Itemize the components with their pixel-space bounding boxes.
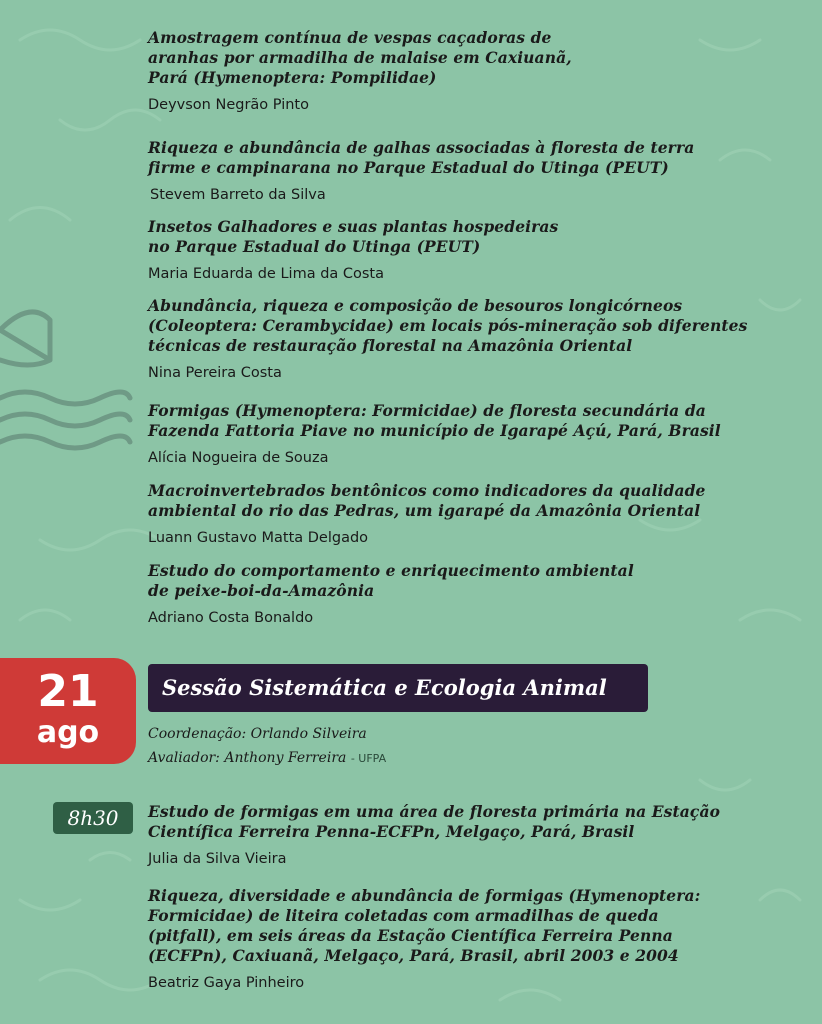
fish-wave-icon — [0, 312, 130, 448]
coordination-label: Coordenação: — [148, 726, 247, 742]
talk-author: Adriano Costa Bonaldo — [148, 610, 314, 626]
talk-item — [148, 481, 798, 546]
talk-author: Luann Gustavo Matta Delgado — [148, 530, 369, 546]
talk-title: Macroinvertebrados bentônicos como indicadores da qualidade ambiental do rio das Pedras, um igarapé da Amazônia Oriental — [148, 481, 706, 520]
talk-title: Abundância, riqueza e composição de besouros longicórneos (Coleoptera: Cerambycidae) em locais pós-mineração sob diferentes técnicas de restauração florestal na Amazônia Oriental — [148, 296, 748, 355]
evaluator-name: Anthony Ferreira — [224, 750, 347, 766]
coordinator-name: Orlando Silveira — [250, 726, 367, 742]
session-coordination — [148, 726, 367, 742]
date-badge — [0, 658, 136, 764]
time-badge: 8h30 — [53, 802, 133, 834]
talk-title: Estudo do comportamento e enriquecimento ambiental de peixe-boi-da-Amazônia — [148, 561, 634, 600]
talk-item — [148, 802, 798, 867]
talk-title: Insetos Galhadores e suas plantas hospedeiras no Parque Estadual do Utinga (PEUT) — [148, 217, 559, 256]
session-evaluator — [148, 750, 386, 766]
talk-title: Riqueza e abundância de galhas associadas à floresta de terra firme e campinarana no Parque Estadual do Utinga (PEUT) — [148, 138, 695, 177]
talk-item — [148, 217, 798, 282]
talk-item — [148, 138, 798, 203]
date-month: ago — [36, 715, 100, 750]
session-title: Sessão Sistemática e Ecologia Animal — [148, 664, 648, 712]
talk-title: Amostragem contínua de vespas caçadoras de aranhas por armadilha de malaise em Caxiuanã, Pará (Hymenoptera: Pompilidae) — [148, 28, 572, 87]
talk-title: Riqueza, diversidade e abundância de formigas (Hymenoptera: Formicidae) de liteira coletadas com armadilhas de queda (pitfall), em seis áreas da Estação Científica Ferreira Penna (ECFPn), Caxiuanã, Melgaço, Pará, Brasil, abril 2003 e 2004 — [148, 886, 701, 965]
talk-author: Stevem Barreto da Silva — [150, 187, 326, 203]
talk-item — [148, 296, 798, 381]
talk-item — [148, 401, 798, 466]
talk-title: Estudo de formigas em uma área de floresta primária na Estação Científica Ferreira Penna-ECFPn, Melgaço, Pará, Brasil — [148, 802, 721, 841]
evaluator-affiliation: - UFPA — [350, 752, 387, 765]
talk-title: Formigas (Hymenoptera: Formicidae) de floresta secundária da Fazenda Fattoria Piave no município de Igarapé Açú, Pará, Brasil — [148, 401, 721, 440]
talk-item — [148, 28, 798, 113]
talk-author: Deyvson Negrão Pinto — [148, 97, 309, 113]
talk-author: Maria Eduarda de Lima da Costa — [148, 266, 385, 282]
date-day: 21 — [37, 666, 99, 717]
talk-author: Alícia Nogueira de Souza — [148, 450, 329, 466]
talk-item — [148, 561, 798, 626]
talk-author: Julia da Silva Vieira — [148, 851, 287, 867]
talk-author: Nina Pereira Costa — [148, 365, 282, 381]
talk-author: Beatriz Gaya Pinheiro — [148, 975, 305, 991]
talk-item — [148, 886, 798, 991]
evaluator-label: Avaliador: — [148, 750, 220, 766]
